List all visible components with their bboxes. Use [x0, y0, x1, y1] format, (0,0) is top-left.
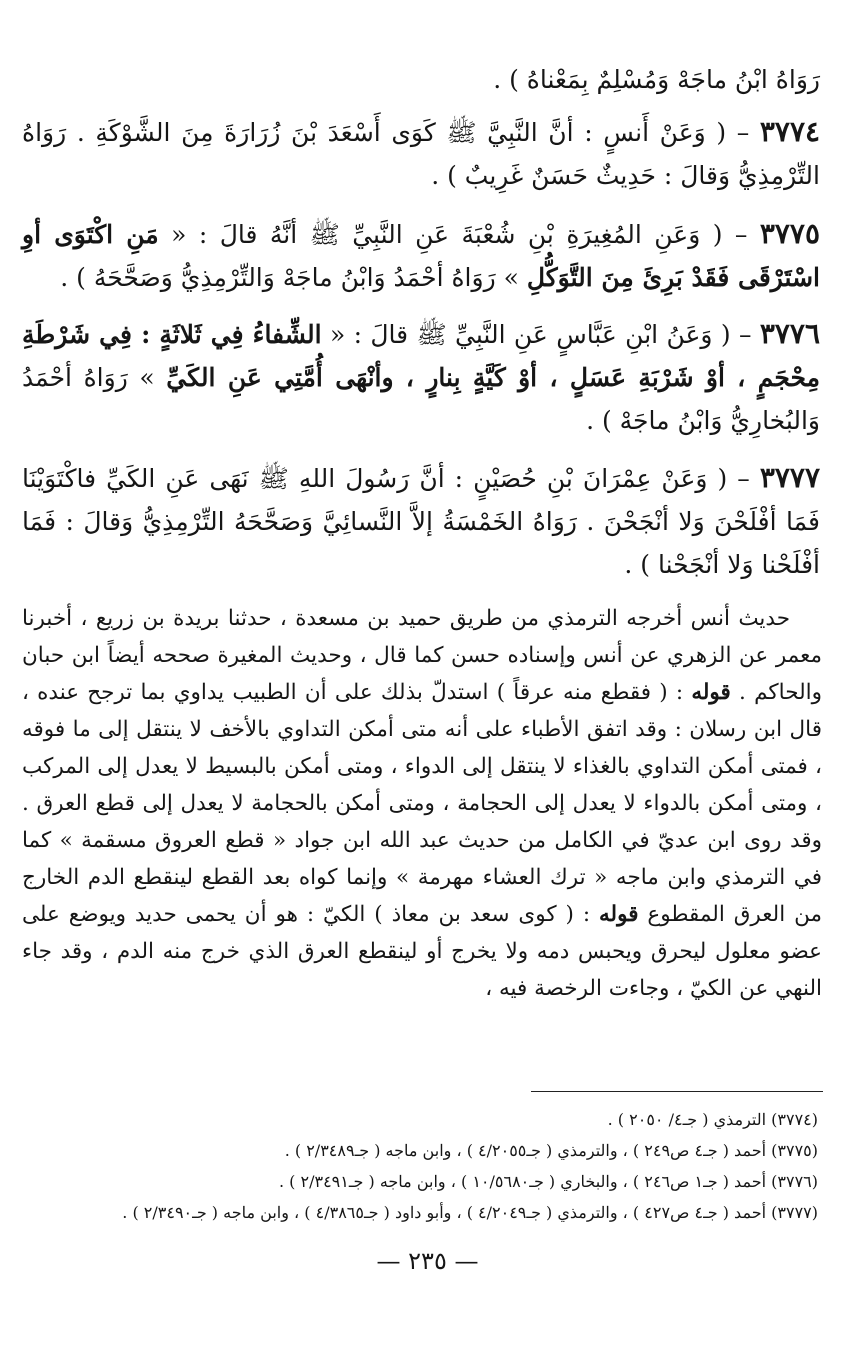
hadith-3777 — [22, 456, 820, 586]
hadith-3775 — [22, 212, 820, 299]
footnote-item: (٣٧٧٧) أحمد ( جـ٤ ص٤٢٧ ) ، والترمذي ( جـ٤/٢٠٤٩ ) ، وأبو داود ( جـ٤/٣٨٦٥ ) ، وابن ماجه ( جـ٢/٣٤٩٠ ) . — [122, 1203, 818, 1222]
continuation-text: رَوَاهُ ابْنُ ماجَهْ وَمُسْلِمٌ بِمَعْناهُ ) . — [493, 65, 820, 94]
hadith-number: ٣٧٧٧ — [759, 461, 820, 494]
hadith-3776 — [22, 312, 820, 442]
footnote-divider — [531, 1091, 823, 1092]
hadith-text: » رَوَاهُ أحْمَدُ وَابْنُ ماجَهْ وَالتِّرْمِذِيُّ وَصَحَّحَهُ ) . — [60, 263, 527, 292]
hadith-number: ٣٧٧٤ — [759, 115, 821, 148]
hadith-text: – ( وَعَنِ المُغِيرَةِ بْنِ شُعْبَةَ عَنِ النَّبِيِّ ﷺ أنَّهُ قالَ : « — [158, 220, 748, 249]
commentary-text: : ( فقطع منه عرقاً ) استدلّ بذلك على أن الطبيب يداوي بما ترجح عنده ، قال ابن رسلان : وقد اتفق الأطباء على أنه متى أمكن التداوي بالأخف لا ينتقل إلى ما فوقه ، فمتى أمكن التداوي بالغذاء لا ينتقل إلى الدواء ، ومتى أمكن بالبسيط لا يعدل إلى المركب ، ومتى أمكن بالدواء لا يعدل إلى الحجامة ، ومتى أمكن بالحجامة لا يعدل إلى قطع العرق . وقد روى ابن عديّ في الكامل من حديث عبد الله ابن جواد « قطع العروق مسقمة » كما في الترمذي وابن ماجه « ترك العشاء مهرمة » وإنما كواه بعد القطع لينقطع الدم الخارج من العرق المقطوع — [22, 680, 822, 927]
hadith-number: ٣٧٧٦ — [759, 317, 820, 350]
hadith-text: – ( وَعَنْ عِمْرَانَ بْنِ حُصَيْنٍ : أنَّ رَسُولَ اللهِ ﷺ نَهَى عَنِ الكَيِّ فاكْتَوَيْنَا فَمَا أفْلَحْنَ وَلا أنْجَحْنَ . رَوَاهُ الخَمْسَةُ إلاَّ النَّسائِيَّ وَصَحَّحَهُ التِّرْمِذِيُّ وَقالَ : فَمَا أفْلَحْنا وَلا أنْجَحْنا ) . — [22, 464, 820, 579]
hadith-text: – ( وَعَنُ ابْنِ عَبَّاسٍ عَنِ النَّبِيِّ ﷺ قالَ : « — [321, 320, 752, 349]
hadith-continuation — [22, 58, 820, 101]
commentary-text: : ( كوى سعد بن معاذ ) الكيّ : هو أن يحمى حديد ويوضع على عضو معلول ليحرق ويحبس دمه ولا يخرج أو لينقطع العرق الذي خرج منه الدم ، وقد جاء النهي عن الكيّ ، وجاءت الرخصة فيه ، — [22, 902, 822, 1001]
commentary-keyword: قوله — [599, 902, 639, 927]
footnote-item: (٣٧٧٦) أحمد ( جـ١ ص٢٤٦ ) ، والبخاري ( جـ١٠/٥٦٨٠ ) ، وابن ماجه ( جـ٢/٣٤٩١ ) . — [278, 1172, 818, 1191]
footnote-item: (٣٧٧٤) الترمذي ( جـ٤/ ٢٠٥٠ ) . — [607, 1110, 818, 1129]
footnotes — [80, 1104, 818, 1228]
commentary-text: حديث أنس أخرجه الترمذي من طريق حميد بن مسعدة ، حدثنا بريدة بن زريع ، أخبرنا معمر عن الزهري عن أنس وإسناده حسن كما قال ، وحديث المغيرة صححه أيضاً ابن حبان والحاكم . — [22, 606, 822, 705]
hadith-text: » رَوَاهُ أحْمَدُ وَالبُخارِيُّ وَابْنُ ماجَهْ ) . — [22, 363, 820, 435]
page-number: — ٢٣٥ — — [376, 1247, 479, 1275]
hadith-number: ٣٧٧٥ — [759, 217, 820, 250]
hadith-quote: مَنِ اكْتَوَى أوِ اسْتَرْقَى فَقَدْ بَرِئَ مِنَ التَّوَكُّلِ — [22, 220, 820, 292]
hadith-3774 — [22, 110, 820, 197]
hadith-text: – ( وَعَنْ أَنسٍ : أنَّ النَّبِيَّ ﷺ كَوَى أَسْعَدَ بْنَ زُرَارَةَ مِنَ الشَّوْكَةِ . رَوَاهُ التِّرْمِذِيُّ وَقالَ : حَدِيثٌ حَسَنٌ غَرِيبٌ ) . — [22, 118, 820, 190]
commentary-keyword: قوله — [691, 680, 731, 705]
commentary — [22, 600, 822, 1007]
hadith-quote: الشِّفاءُ فِي ثَلاثَةٍ : فِي شَرْطَةِ مِحْجَمٍ ، أوْ شَرْبَةِ عَسَلٍ ، أوْ كَيَّةٍ بِنارٍ ، وأنْهَى أُمَّتِي عَنِ الكَيِّ — [22, 320, 821, 392]
footnote-item: (٣٧٧٥) أحمد ( جـ٤ ص٢٤٩ ) ، والترمذي ( جـ٤/٢٠٥٥ ) ، وابن ماجه ( جـ٢/٣٤٨٩ ) . — [284, 1141, 818, 1160]
